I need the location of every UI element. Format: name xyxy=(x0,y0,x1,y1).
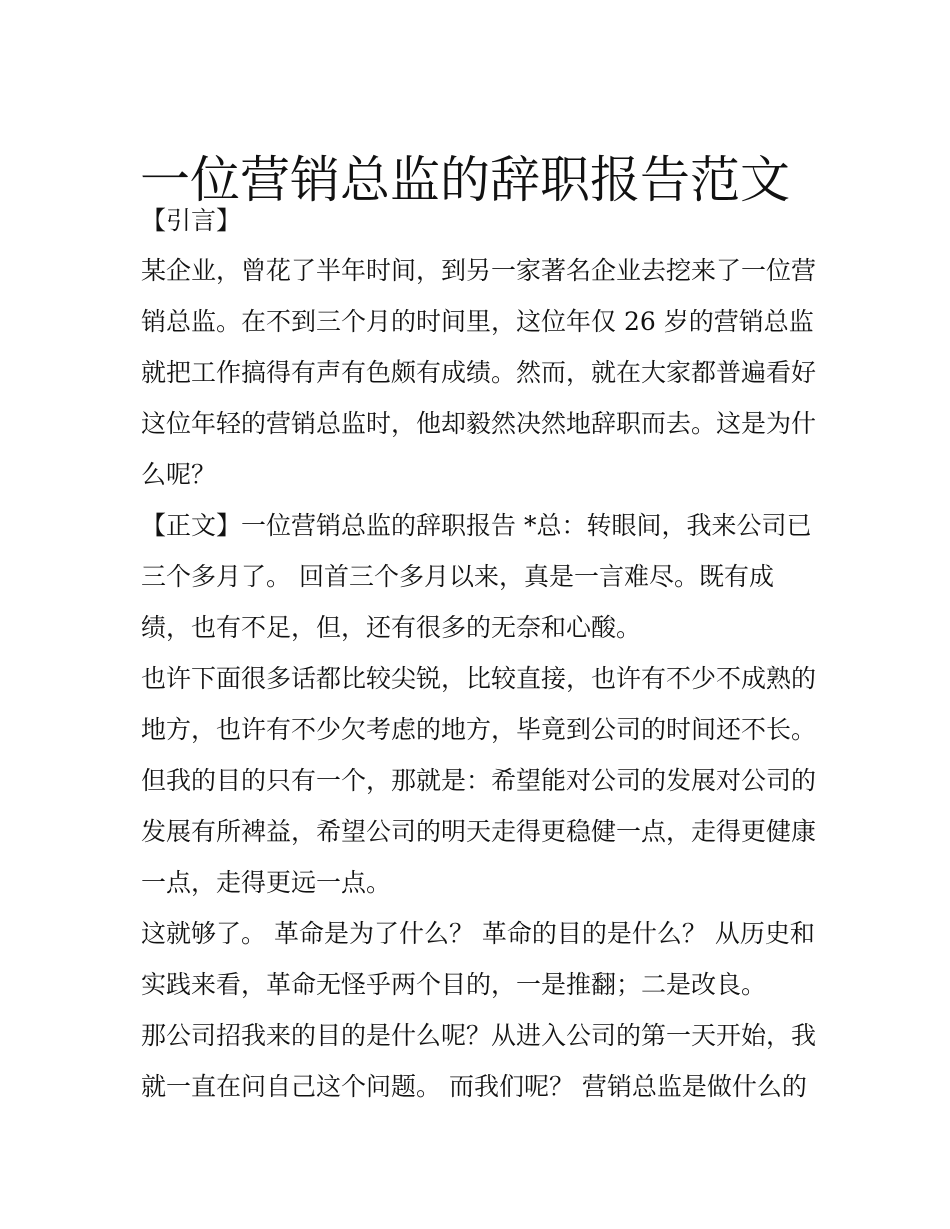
body-line-5: 么呢？ xyxy=(141,460,217,489)
body-line-1: 某企业，曾花了半年时间，到另一家著名企业去挖来了一位营 xyxy=(141,256,817,285)
body-line-13: 一点，走得更远一点。 xyxy=(141,868,392,897)
body-line-6: 【正文】一位营销总监的辞职报告 *总：转眼间，我来公司已 xyxy=(141,511,812,540)
intro-heading: 【引言】 xyxy=(141,206,242,235)
body-line-17: 就一直在问自己这个问题。 而我们呢？ 营销总监是做什么的 xyxy=(141,1072,807,1101)
body-line-8: 绩，也有不足，但，还有很多的无奈和心酸。 xyxy=(141,613,642,642)
body-line-7: 三个多月了。 回首三个多月以来，真是一言难尽。既有成 xyxy=(141,562,774,591)
body-line-9: 也许下面很多话都比较尖锐，比较直接，也许有不少不成熟的 xyxy=(141,664,817,693)
body-line-2: 销总监。在不到三个月的时间里，这位年仅 26 岁的营销总监 xyxy=(141,307,814,336)
body-line-4: 这位年轻的营销总监时，他却毅然决然地辞职而去。这是为什 xyxy=(141,409,817,438)
body-line-16: 那公司招我来的目的是什么呢？从进入公司的第一天开始，我 xyxy=(141,1021,817,1050)
document-title: 一位营销总监的辞职报告范文 xyxy=(140,150,790,209)
body-line-14: 这就够了。 革命是为了什么？ 革命的目的是什么？ 从历史和 xyxy=(141,919,815,948)
body-line-15: 实践来看，革命无怪乎两个目的，一是推翻；二是改良。 xyxy=(141,970,767,999)
body-line-3: 就把工作搞得有声有色颇有成绩。然而，就在大家都普遍看好 xyxy=(141,358,817,387)
body-line-12: 发展有所裨益，希望公司的明天走得更稳健一点，走得更健康 xyxy=(141,817,817,846)
body-line-11: 但我的目的只有一个，那就是：希望能对公司的发展对公司的 xyxy=(141,766,817,795)
body-line-10: 地方，也许有不少欠考虑的地方，毕竟到公司的时间还不长。 xyxy=(141,715,817,744)
